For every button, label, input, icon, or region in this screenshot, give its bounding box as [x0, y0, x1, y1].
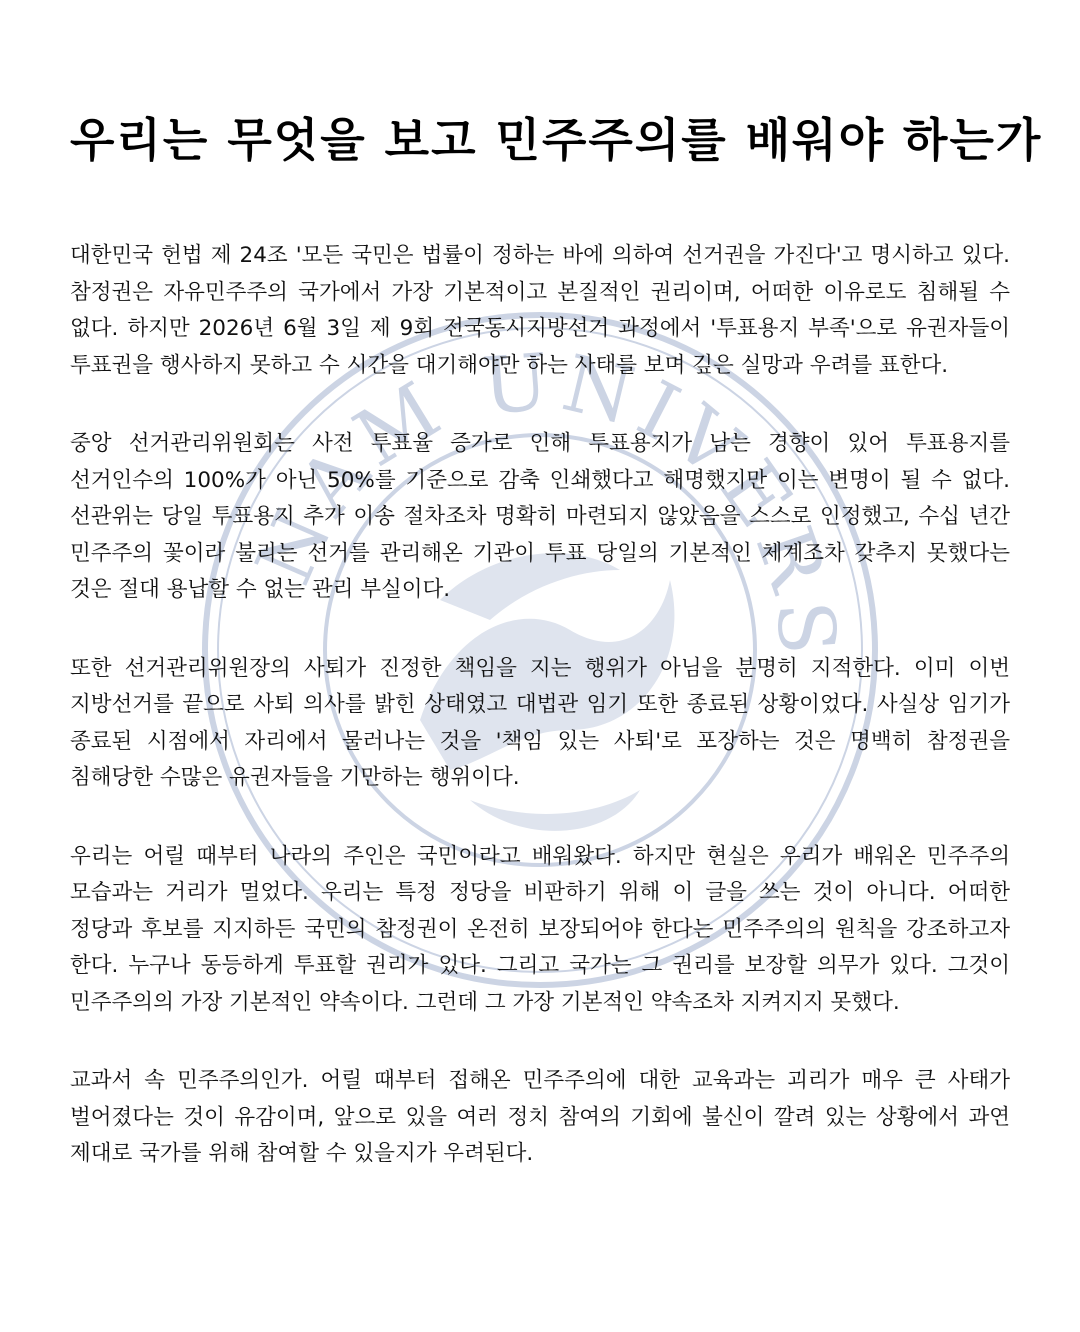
paragraph-1: 대한민국 헌법 제 24조 '모든 국민은 법률이 정하는 바에 의하여 선거권을 가진다'고 명시하고 있다. 참정권은 자유민주주의 국가에서 가장 기본적이고 본질적인 권리이며, 어떠한 이유로도 침해될 수 없다. 하지만 2026년 6월 3일 제 9회 전국동시지방선거 과정에서 '투표용지 부족'으로 유권자들이 투표권을 행사하지 못하고 수 시간을 대기해야만 하는 사태를 보며 깊은 실망과 우려를 표한다. [70, 243, 1010, 378]
page-title: 우리는 무엇을 보고 민주주의를 배워야 하는가 [70, 113, 1043, 167]
watermark-text: NAM UNIVERS [239, 337, 853, 666]
paragraph-5: 교과서 속 민주주의인가. 어릴 때부터 접해온 민주주의에 대한 교육과는 괴리가 매우 큰 사태가 벌어졌다는 것이 유감이며, 앞으로 있을 여러 정치 참여의 기회에 불신이 깔려 있는 상황에서 과연 제대로 국가를 위해 참여할 수 있을지가 우려된다. [70, 1068, 1010, 1166]
paragraph-4: 우리는 어릴 때부터 나라의 주인은 국민이라고 배워왔다. 하지만 현실은 우리가 배워온 민주주의 모습과는 거리가 멀었다. 우리는 특정 정당을 비판하기 위해 이 글을 쓰는 것이 아니다. 어떠한 정당과 후보를 지지하든 국민의 참정권이 온전히 보장되어야 한다는 민주주의의 원칙을 강조하고자 한다. 누구나 동등하게 투표할 권리가 있다. 그리고 국가는 그 권리를 보장할 의무가 있다. 그것이 민주주의의 가장 기본적인 약속이다. 그런데 그 가장 기본적인 약속조차 지켜지지 못했다. [70, 843, 1010, 1015]
paragraph-3: 또한 선거관리위원장의 사퇴가 진정한 책임을 지는 행위가 아님을 분명히 지적한다. 이미 이번 지방선거를 끝으로 사퇴 의사를 밝힌 상태였고 대법관 임기 또한 종료된 상황이었다. 사실상 임기가 종료된 시점에서 자리에서 물러나는 것을 '책임 있는 사퇴'로 포장하는 것은 명백히 참정권을 침해당한 수많은 유권자들을 기만하는 행위이다. [70, 655, 1010, 790]
document-body [70, 238, 1010, 1173]
paragraph-2: 중앙 선거관리위원회는 사전 투표율 증가로 인해 투표용지가 남는 경향이 있어 투표용지를 선거인수의 100%가 아닌 50%를 기준으로 감축 인쇄했다고 해명했지만 이는 변명이 될 수 없다. 선관위는 당일 투표용지 추가 이송 절차조차 명확히 마련되지 않았음을 스스로 인정했고, 수십 년간 민주주의 꽃이라 불리는 선거를 관리해온 기관이 투표 당일의 기본적인 체계조차 갖추지 못했다는 것은 절대 용납할 수 없는 관리 부실이다. [70, 431, 1010, 602]
